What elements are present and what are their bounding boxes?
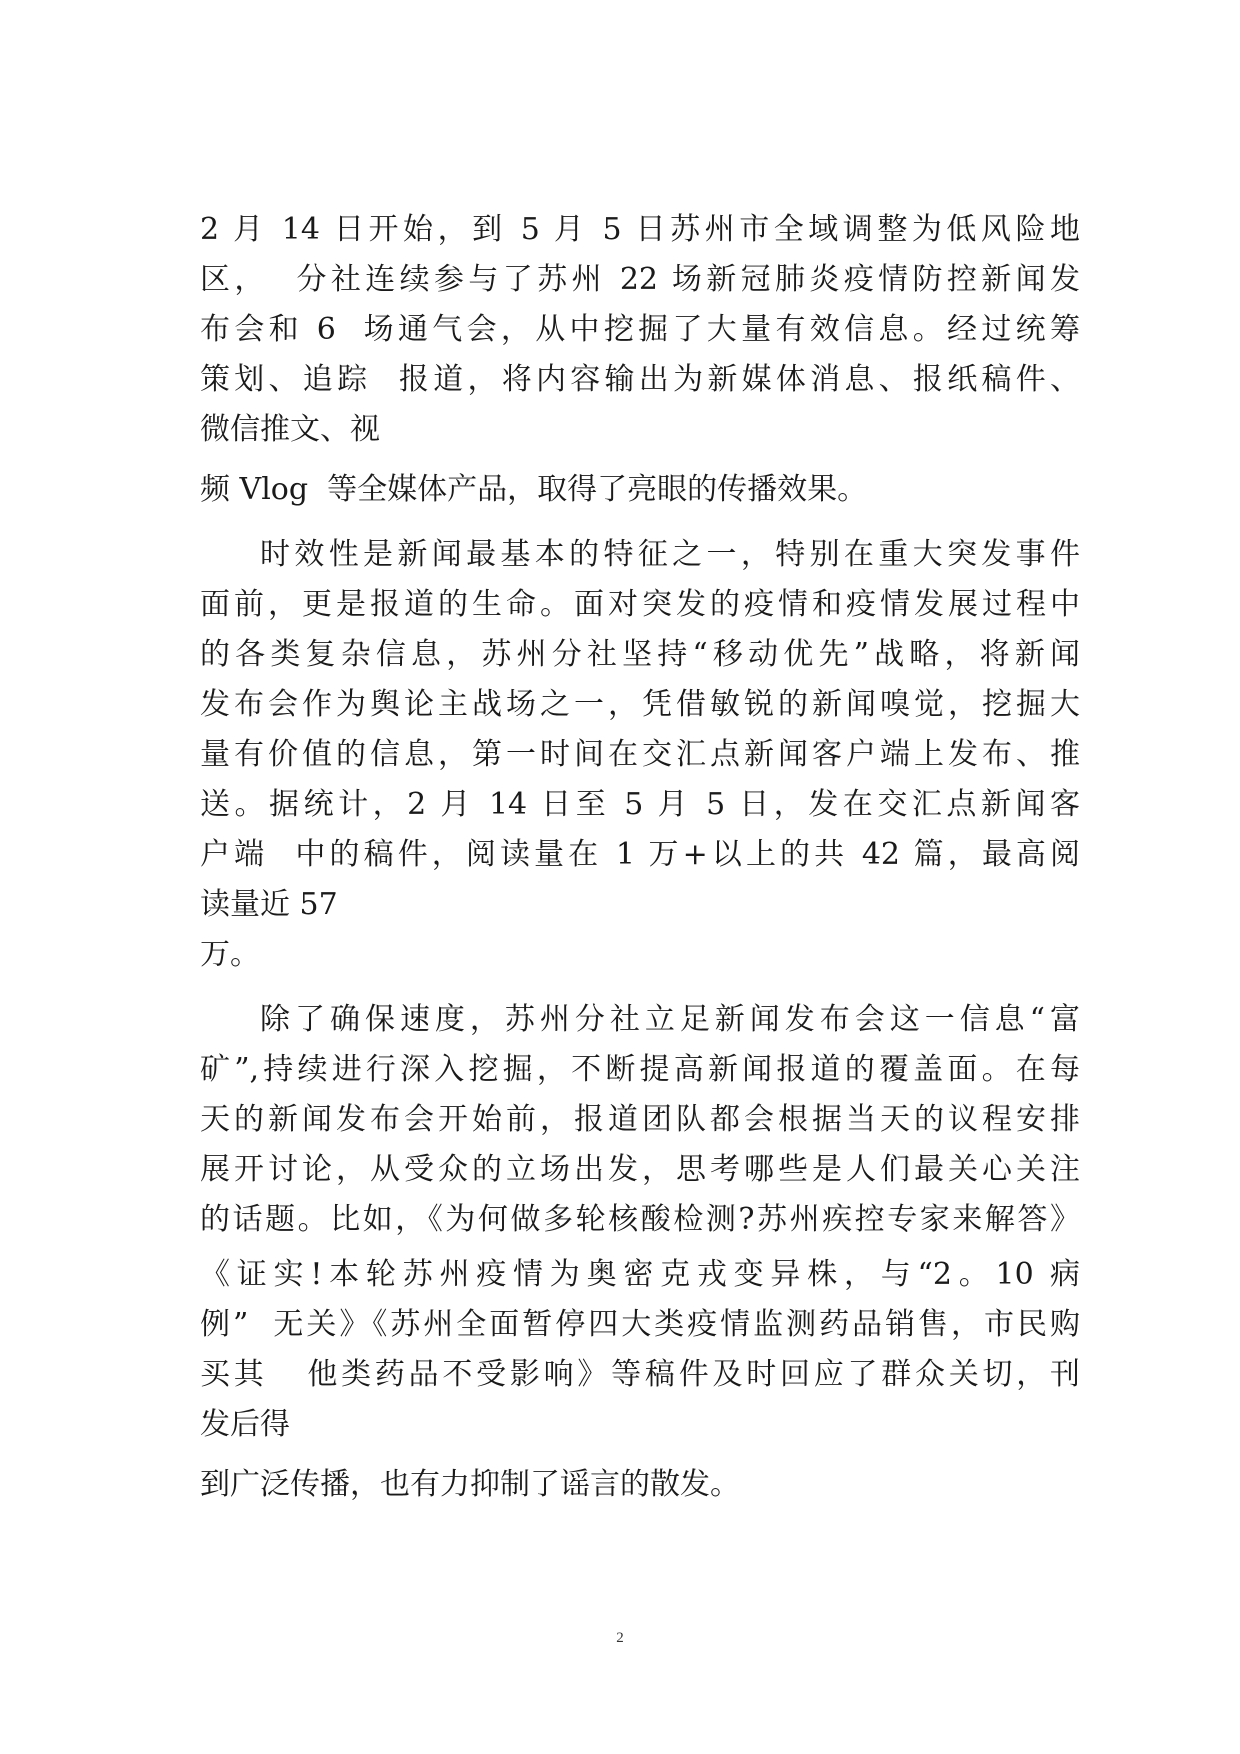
paragraph-3-line-5: 的话题。比如，《为何做多轮核酸检测?苏州疾控专家来解答》 (200, 1202, 1080, 1237)
paragraph-2-line-4: 发布会作为舆论主战场之一，凭借敏锐的新闻嗅觉，挖掘大 (200, 687, 1080, 722)
paragraph-3-line-3: 天的新闻发布会开始前，报道团队都会根据当天的议程安排 (200, 1102, 1080, 1137)
paragraph-3-line-2: 矿”,持续进行深入挖掘，不断提高新闻报道的覆盖面。在每 (200, 1052, 1080, 1087)
paragraph-2-line-5: 量有价值的信息，第一时间在交汇点新闻客户端上发布、推 (200, 737, 1080, 772)
paragraph-1-line-4: 策划、追踪 报道，将内容输出为新媒体消息、报纸稿件、 (200, 362, 1080, 397)
paragraph-3-line-1: 除了确保速度，苏州分社立足新闻发布会这一信息“富 (260, 1002, 1080, 1037)
paragraph-1-line-1: 2 月 14 日开始，到 5 月 5 日苏州市全域调整为低风险地 (200, 212, 1080, 247)
paragraph-2-line-7: 户端 中的稿件，阅读量在 1 万+以上的共 42 篇，最高阅 (200, 837, 1080, 872)
paragraph-3-line-8: 买其 他类药品不受影响》等稿件及时回应了群众关切，刊 (200, 1357, 1080, 1392)
paragraph-2-line-9: 万。 (200, 937, 260, 972)
paragraph-1-line-5: 微信推文、视 (200, 412, 380, 447)
paragraph-2-line-2: 面前，更是报道的生命。面对突发的疫情和疫情发展过程中 (200, 587, 1080, 622)
paragraph-1-line-3: 布会和 6 场通气会，从中挖掘了大量有效信息。经过统筹 (200, 312, 1080, 347)
paragraph-3-line-10: 到广泛传播，也有力抑制了谣言的散发。 (200, 1467, 740, 1502)
paragraph-1-line-6: 频 Vlog 等全媒体产品，取得了亮眼的传播效果。 (200, 472, 868, 507)
paragraph-2-line-1: 时效性是新闻最基本的特征之一，特别在重大突发事件 (260, 537, 1080, 572)
paragraph-3-line-7: 例” 无关》《苏州全面暂停四大类疫情监测药品销售，市民购 (200, 1307, 1080, 1342)
paragraph-2-line-3: 的各类复杂信息，苏州分社坚持“移动优先”战略，将新闻 (200, 637, 1080, 672)
paragraph-1-line-2: 区， 分社连续参与了苏州 22 场新冠肺炎疫情防控新闻发 (200, 262, 1080, 297)
paragraph-3-line-9: 发后得 (200, 1407, 290, 1442)
paragraph-3-line-4: 展开讨论，从受众的立场出发，思考哪些是人们最关心关注 (200, 1152, 1080, 1187)
paragraph-2-line-8: 读量近 57 (200, 887, 338, 922)
page-number: 2 (616, 1630, 624, 1646)
paragraph-3-line-6: 《证实!本轮苏州疫情为奥密克戎变异株，与“2。10 病 (200, 1257, 1080, 1292)
paragraph-2-line-6: 送。据统计，2 月 14 日至 5 月 5 日，发在交汇点新闻客 (200, 787, 1080, 822)
